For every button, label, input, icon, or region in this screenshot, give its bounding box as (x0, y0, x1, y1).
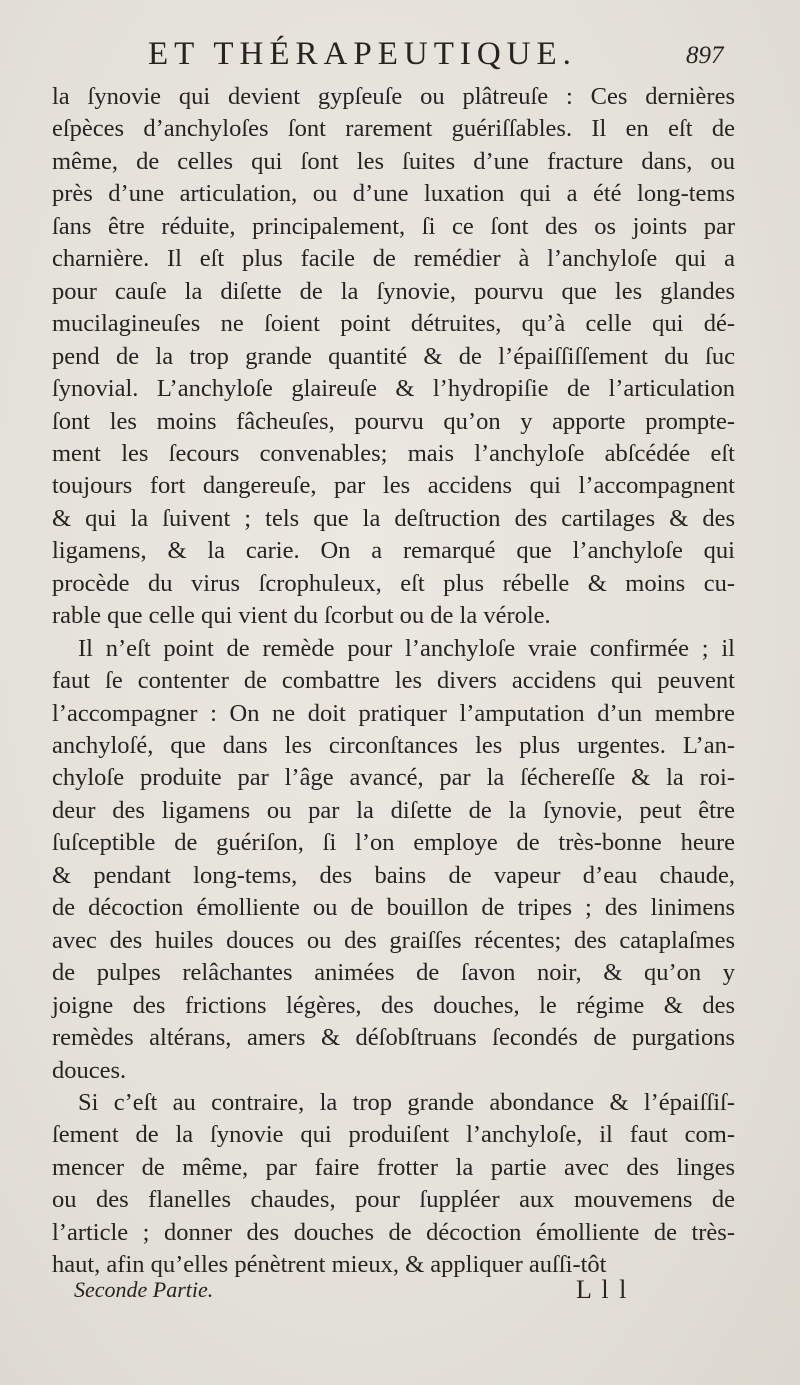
text-line: haut, afin qu’elles pénètrent mieux, & appliquer auſſi-tôt (52, 1251, 607, 1279)
text-line: même, de celles qui ſont les ſuites d’une fracture dans, ou (52, 147, 735, 175)
text-line: ſans être réduite, principalement, ſi ce ſont des os joints par (52, 212, 735, 240)
signature-mark: L l l (576, 1275, 629, 1304)
text-line: près d’une articulation, ou d’une luxation qui a été long-tems (52, 180, 735, 208)
text-line: joigne des frictions légères, des douches, le régime & des (52, 991, 735, 1019)
page-number: 897 (686, 42, 724, 69)
text-line: pour cauſe la diſette de la ſynovie, pourvu que les glandes (52, 277, 735, 305)
text-line: de pulpes relâchantes animées de ſavon noir, & qu’on y (52, 959, 735, 987)
text-line: & qui la ſuivent ; tels que la deſtruction des cartilages & des (52, 504, 735, 532)
text-line: faut ſe contenter de combattre les divers accidens qui peuvent (52, 667, 735, 695)
text-line: ou des flanelles chaudes, pour ſuppléer aux mouvemens de (52, 1186, 735, 1214)
text-line: mencer de même, par faire frotter la partie avec des linges (52, 1153, 735, 1181)
text-line: ſont les moins fâcheuſes, pourvu qu’on y apporte prompte- (52, 407, 735, 435)
text-line: eſpèces d’anchyloſes ſont rarement guériſſables. Il en eſt de (52, 115, 735, 143)
text-line: douces. (52, 1056, 127, 1084)
text-line: mucilagineuſes ne ſoient point détruites, qu’à celle qui dé- (52, 310, 735, 338)
text-line: & pendant long-tems, des bains de vapeur d’eau chaude, (52, 861, 735, 889)
text-line: ſynovial. L’anchyloſe glaireuſe & l’hydropiſie de l’articulation (52, 375, 735, 403)
text-line: de décoction émolliente ou de bouillon de tripes ; des linimens (52, 894, 735, 922)
text-line: chyloſe produite par l’âge avancé, par la ſéchereſſe & la roi- (52, 764, 735, 792)
text-line: avec des huiles douces ou des graiſſes récentes; des cataplaſmes (52, 926, 735, 954)
text-line: remèdes altérans, amers & déſobſtruans ſecondés de purgations (52, 1024, 735, 1052)
text-line: la ſynovie qui devient gypſeuſe ou plâtreuſe : Ces dernières (52, 83, 735, 110)
text-line: deur des ligamens ou par la diſette de la ſynovie, peut être (52, 796, 735, 824)
text-line: ligamens, & la carie. On a remarqué que l’anchyloſe qui (52, 537, 735, 565)
text-line: Il n’eſt point de remède pour l’anchyloſe vraie confirmée ; il (78, 634, 735, 662)
text-line: rable que celle qui vient du ſcorbut ou de la vérole. (52, 602, 551, 630)
page-footer (0, 1277, 800, 1317)
running-title: ET THÉRAPEUTIQUE. (148, 36, 577, 72)
text-line: procède du virus ſcrophuleux, eſt plus rébelle & moins cu- (52, 569, 735, 597)
text-line: l’accompagner : On ne doit pratiquer l’amputation d’un membre (52, 699, 735, 727)
text-line: ſement de la ſynovie qui produiſent l’anchyloſe, il faut com- (52, 1121, 735, 1149)
text-line: charnière. Il eſt plus facile de remédier à l’anchyloſe qui a (52, 245, 735, 273)
text-line: Si c’eſt au contraire, la trop grande abondance & l’épaiſſiſ- (78, 1088, 735, 1116)
text-line: anchyloſé, que dans les circonſtances les plus urgentes. L’an- (52, 732, 735, 759)
text-line: toujours fort dangereuſe, par les accidens qui l’accompagnent (52, 472, 735, 500)
section-label: Seconde Partie. (74, 1277, 214, 1302)
text-line: ment les ſecours convenables; mais l’anchyloſe abſcédée eſt (52, 439, 735, 467)
text-line: ſuſceptible de guériſon, ſi l’on employe de très-bonne heure (52, 829, 735, 857)
text-line: pend de la trop grande quantité & de l’épaiſſiſſement du ſuc (52, 342, 735, 370)
text-line: l’article ; donner des douches de décoction émolliente de très- (52, 1218, 735, 1246)
page-header (0, 36, 800, 86)
